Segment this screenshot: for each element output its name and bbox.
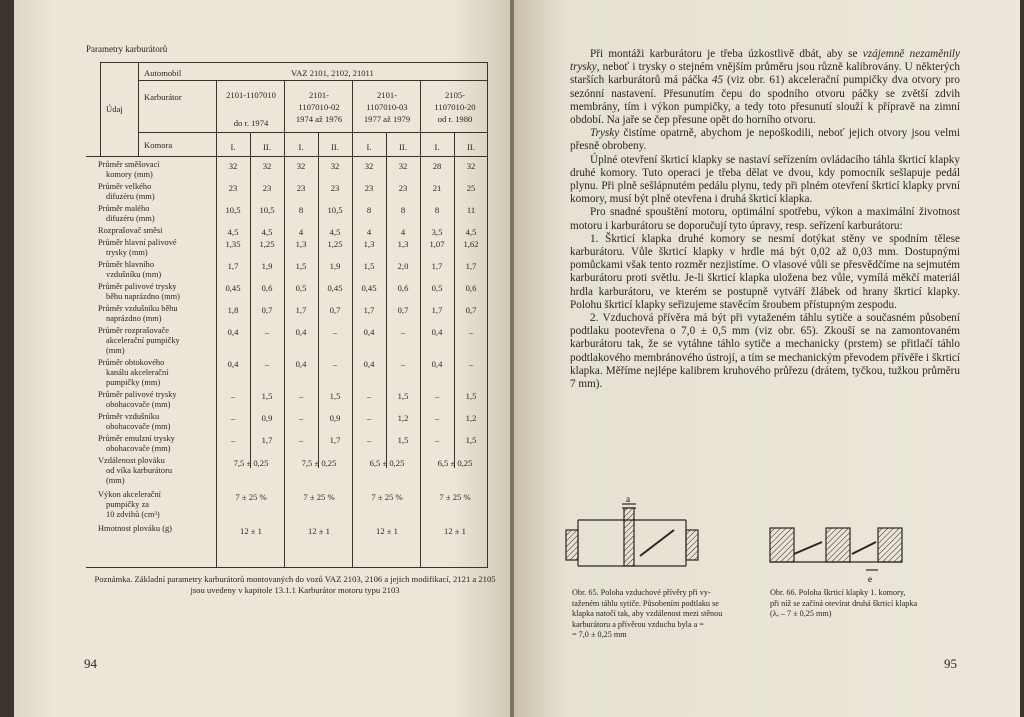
table-cell: 1,3: [363, 239, 375, 249]
table-cell: 8: [400, 205, 406, 215]
carb-3-line3: 1977 až 1979: [363, 114, 411, 124]
table-cell: 1,3: [295, 239, 307, 249]
table-cell: 1,5: [295, 261, 307, 271]
paragraph-3: Úplné otevření škrticí klapky se nastaví seřízením ovládacího táhla škrticí klapky druhé komory. Tuto operaci je třeba dělat ve dvou, kdy pomocník sešlapuje pedál plynu. Při plně sešlápnutém pedálu plynu, tedy při plném otevření škrticí klapky první komory, musí být plně otevřena i druhá škrticí klapka.: [570, 153, 960, 206]
komora-5: I.: [366, 142, 372, 152]
figure-66-diagram: [766, 514, 916, 586]
table-cell: –: [298, 435, 304, 445]
caption-line: (λₑ – 7 ± 0,25 mm): [770, 609, 832, 618]
table-cell: 12 ± 1: [444, 526, 466, 536]
table-cell: 0,4: [227, 359, 239, 369]
table-cell: 8: [298, 205, 304, 215]
table-cell: 32: [228, 161, 238, 171]
table-cell: –: [230, 413, 236, 423]
komora-3: I.: [298, 142, 304, 152]
table-cell: –: [332, 327, 338, 337]
table-cell: –: [298, 413, 304, 423]
komora-2: II.: [263, 142, 271, 152]
table-cell: 0,4: [363, 359, 375, 369]
table-cell: 4: [298, 227, 304, 237]
table-cell: 0,45: [327, 283, 343, 293]
table-cell: 1,7: [431, 305, 443, 315]
table-cell: 1,7: [261, 435, 273, 445]
table-cell: 3,5: [431, 227, 443, 237]
table-cell: 32: [296, 161, 306, 171]
paragraph-5: 1. Škrticí klapka druhé komory se nesmí dotýkat stěny ve spodním tělese karburátoru. Vůle škrticí klapky v hrdle má být 0,02 až 0,03 mm. Dostupnými pomůckami však tento rozměr nezjistíme. O vlasové vůli se přesvědčíme na sejmutém karburátoru proti světlu. Je-li škrticí klapka uložena bez vůle, vymílá měkčí materiál hrdla karburátoru, ve kterém se postupně vytváří žlábek od hrany škrticí klapky. Polohu škrticí klapky seřizujeme stavěcím šroubem přístupným zespodu.: [570, 232, 960, 311]
table-cell: 10,5: [259, 205, 275, 215]
carb-2-line3: 1974 až 1976: [295, 114, 343, 124]
table-cell: 8: [366, 205, 372, 215]
table-cell: –: [468, 359, 474, 369]
caption-line: = 7,0 ± 0,25 mm: [572, 630, 627, 639]
table-cell: 1,7: [227, 261, 239, 271]
table-cell: –: [230, 391, 236, 401]
table-row-label: Průměr emulzní trysky obohacovače (mm): [98, 434, 175, 453]
table-cell: –: [298, 391, 304, 401]
table-cell: 21: [432, 183, 442, 193]
carb-2-line1: 2101-: [308, 90, 330, 100]
table-cell: 1,7: [329, 435, 341, 445]
table-cell: –: [434, 413, 440, 423]
table-cell: 1,2: [397, 413, 409, 423]
table-cell: 32: [466, 161, 476, 171]
table-row-label: Průměr obtokového kanálu akcelerační pumpičky (mm): [98, 358, 169, 387]
carb-2-line2: 1107010-02: [298, 102, 340, 112]
table-cell: 0,4: [431, 359, 443, 369]
table-cell: 6,5 ± 0,25: [369, 458, 405, 468]
carburetor-parameters-table: [86, 60, 490, 568]
carb-3-line2: 1107010-03: [366, 102, 408, 112]
table-cell: 0,4: [363, 327, 375, 337]
table-cell: 1,3: [397, 239, 409, 249]
table-cell: 1,5: [261, 391, 273, 401]
table-cell: 23: [262, 183, 272, 193]
table-cell: 23: [398, 183, 408, 193]
automobil-value: VAZ 2101, 2102, 21011: [291, 68, 374, 78]
table-cell: 4,5: [227, 227, 239, 237]
caption-line: při níž se začíná otevírat druhá škrticí klapka: [770, 598, 918, 608]
table-cell: 0,4: [227, 327, 239, 337]
table-cell: 2,0: [397, 261, 409, 271]
table-cell: 25: [466, 183, 476, 193]
table-cell: 1,62: [463, 239, 479, 249]
table-note: Poznámka. Základní parametry karburátorů montovaných do vozů VAZ 2103, 2106 a jejich modifikací, 2121 a 2105 jsou uvedeny v kapitole 13.1.1 Karburátor motoru typu 2103: [94, 574, 496, 595]
table-cell: 0,7: [465, 305, 477, 315]
table-cell: 1,5: [465, 391, 477, 401]
table-cell: 8: [434, 205, 440, 215]
table-cell: –: [400, 359, 406, 369]
table-cell: 10,5: [225, 205, 241, 215]
table-cell: 0,4: [431, 327, 443, 337]
caption-line: karburátoru a přívěrou vzduchu byla a =: [572, 619, 704, 629]
caption-line: klapka natočí tak, aby vzdálenost mezi stěnou: [572, 609, 723, 618]
table-cell: 0,5: [295, 283, 307, 293]
table-cell: 32: [330, 161, 340, 171]
table-cell: 1,25: [259, 239, 275, 249]
karburator-label: Karburátor: [144, 92, 182, 102]
table-cell: 10,5: [327, 205, 343, 215]
table-cell: 0,7: [329, 305, 341, 315]
table-row-label: Průměr velkého difuzéru (mm): [98, 182, 155, 201]
running-head: Parametry karburátorů: [86, 44, 168, 54]
komora-label: Komora: [144, 140, 173, 150]
table-cell: –: [468, 327, 474, 337]
table-cell: 0,45: [361, 283, 377, 293]
table-cell: –: [332, 359, 338, 369]
table-cell: 0,9: [329, 413, 341, 423]
table-cell: 12 ± 1: [240, 526, 262, 536]
table-cell: –: [264, 359, 270, 369]
table-cell: 0,7: [397, 305, 409, 315]
figure-66-label: e: [868, 574, 872, 584]
komora-7: I.: [434, 142, 440, 152]
table-cell: –: [366, 391, 372, 401]
table-cell: 0,6: [397, 283, 409, 293]
carb-3-line1: 2101-: [376, 90, 398, 100]
carb-4-line2: 1107010-20: [434, 102, 476, 112]
caption-line: Obr. 66. Poloha škrticí klapky 1. komory,: [770, 588, 906, 597]
table-row-label: Průměr rozprašovače akcelerační pumpičky (mm): [98, 326, 180, 355]
table-cell: 1,7: [295, 305, 307, 315]
table-row-label: Rozprašovač směsi: [98, 226, 163, 235]
figure-65-diagram: [562, 494, 707, 576]
komora-1: I.: [230, 142, 236, 152]
paragraph-4: Pro snadné spouštění motoru, optimální spotřebu, výkon a maximální životnost motoru i karburátoru se doporučují tyto úpravy, resp. seřízení karburátoru:: [570, 206, 960, 232]
table-cell: 7 ± 25 %: [439, 492, 471, 502]
table-cell: 1,5: [329, 391, 341, 401]
table-cell: 23: [296, 183, 306, 193]
table-cell: 1,9: [329, 261, 341, 271]
table-cell: 1,7: [431, 261, 443, 271]
table-cell: 7 ± 25 %: [371, 492, 403, 502]
table-cell: 4: [400, 227, 406, 237]
table-cell: –: [434, 391, 440, 401]
table-cell: 12 ± 1: [376, 526, 398, 536]
table-cell: 1,5: [397, 435, 409, 445]
komora-8: II.: [467, 142, 475, 152]
table-cell: 4: [366, 227, 372, 237]
table-cell: 32: [398, 161, 408, 171]
caption-figure-66: [770, 588, 917, 620]
table-cell: 11: [466, 205, 476, 215]
table-row-label: Výkon akcelerační pumpičky za 10 zdvihů (cm³): [98, 490, 162, 519]
table-cell: 0,5: [431, 283, 443, 293]
table-cell: 1,25: [327, 239, 343, 249]
page-number-left: 94: [84, 656, 97, 671]
carb-4-line1: 2105-: [444, 90, 466, 100]
paragraph-2: Trysky čistíme opatrně, abychom je nepoškodili, neboť jejich otvory jsou velmi přesně obrobeny.: [570, 127, 960, 153]
table-cell: 7,5 ± 0,25: [233, 458, 269, 468]
table-cell: 1,07: [429, 239, 445, 249]
table-cell: 1,5: [465, 435, 477, 445]
table-cell: 1,7: [465, 261, 477, 271]
table-cell: 28: [432, 161, 442, 171]
table-cell: 1,9: [261, 261, 273, 271]
table-cell: 1,7: [363, 305, 375, 315]
table-row-label: Průměr palivové trysky obohacovače (mm): [98, 390, 177, 409]
table-cell: 0,9: [261, 413, 273, 423]
komora-4: II.: [331, 142, 339, 152]
table-cell: 7 ± 25 %: [303, 492, 335, 502]
carb-4-line3: od r. 1980: [437, 114, 473, 124]
caption-line: Obr. 65. Poloha vzduchové přívěry při vy-: [572, 588, 711, 597]
carb-1-line1: 2101-1107010: [226, 90, 276, 100]
table-cell: 7 ± 25 %: [235, 492, 267, 502]
table-cell: 0,6: [465, 283, 477, 293]
table-cell: 1,2: [465, 413, 477, 423]
table-cell: –: [366, 413, 372, 423]
table-cell: 4,5: [465, 227, 477, 237]
table-row-label: Průměr vzdušníku běhu naprázdno (mm): [98, 304, 178, 323]
table-row-label: Průměr hlavní palivové trysky (mm): [98, 238, 177, 257]
table-row-label: Průměr směšovací komory (mm): [98, 160, 160, 179]
table-row-label: Průměr palivové trysky běhu naprázdno (mm): [98, 282, 180, 301]
table-row-label: Průměr vzdušníku obohacovače (mm): [98, 412, 171, 431]
table-row-label: Průměr hlavního vzdušníku (mm): [98, 260, 162, 279]
table-cell: 0,7: [261, 305, 273, 315]
table-cell: 1,35: [225, 239, 241, 249]
table-cell: 7,5 ± 0,25: [301, 458, 337, 468]
table-cell: 1,5: [363, 261, 375, 271]
table-cell: 1,5: [397, 391, 409, 401]
table-cell: –: [434, 435, 440, 445]
table-cell: 1,8: [227, 305, 239, 315]
table-cell: 0,45: [225, 283, 241, 293]
table-cell: 32: [364, 161, 374, 171]
table-cell: 4,5: [329, 227, 341, 237]
table-cell: –: [400, 327, 406, 337]
table-cell: 23: [228, 183, 238, 193]
table-cell: 6,5 ± 0,25: [437, 458, 473, 468]
table-cell: –: [264, 327, 270, 337]
page-number-right: 95: [944, 656, 957, 671]
body-text: [570, 48, 960, 391]
automobil-label: Automobil: [144, 68, 182, 78]
table-cell: 0,4: [295, 359, 307, 369]
table-cell: 4,5: [261, 227, 273, 237]
figure-65-label: a: [626, 494, 630, 504]
table-cell: 0,4: [295, 327, 307, 337]
udaj-label: Údaj: [106, 104, 123, 114]
caption-figure-65: [572, 588, 722, 641]
table-cell: 0,6: [261, 283, 273, 293]
table-row-label: Vzdálenost plováku od víka karburátoru (mm): [98, 456, 173, 485]
table-cell: 12 ± 1: [308, 526, 330, 536]
caption-line: taženém táhlu sytiče. Působením podtlaku se: [572, 598, 719, 608]
table-cell: 32: [262, 161, 272, 171]
table-row-label: Průměr malého difuzéru (mm): [98, 204, 155, 223]
table-cell: 23: [364, 183, 374, 193]
paragraph-6: 2. Vzduchová přívěra má být při vytaženém táhlu sytiče a současném působení podtlaku pootevřena o 7,0 ± 0,5 mm (viz obr. 65). Zkouší se na zamontovaném karburátoru tak, že se vytáhne táhlo sytiče a mechanicky (prstem) se přitlačí táhlo podtlakového membránového ústrojí, a tím se mechanickým převodem přívěře i škrticí klapka. Měříme nejlépe kalibrem kruhového průřezu (drátem, tyčkou, tužkou průměru 7 mm).: [570, 312, 960, 391]
table-cell: –: [366, 435, 372, 445]
table-cell: –: [230, 435, 236, 445]
carb-1-line3: do r. 1974: [233, 118, 269, 128]
table-cell: 23: [330, 183, 340, 193]
table-row-label: Hmotnost plováku (g): [98, 524, 172, 533]
komora-6: II.: [399, 142, 407, 152]
paragraph-1: Při montáži karburátoru je třeba úzkostlivě dbát, aby se vzájemně nezaměnily trysky, neboť i trysky o stejném vnějším průměru jsou různě kalibrovány. U některých starších karburátorů má páčka 45 (viz obr. 61) akcelerační pumpičky dva otvory pro sezónní nastavení. Přesunutím čepu do spodního otvoru páčky se zvětší zdvih membrány, tím i výkon pumpičky, a tedy toto přesunutí slouží k přípravě na zimní období. Na jaře se čep přesune opět do horního otvoru.: [570, 48, 960, 127]
